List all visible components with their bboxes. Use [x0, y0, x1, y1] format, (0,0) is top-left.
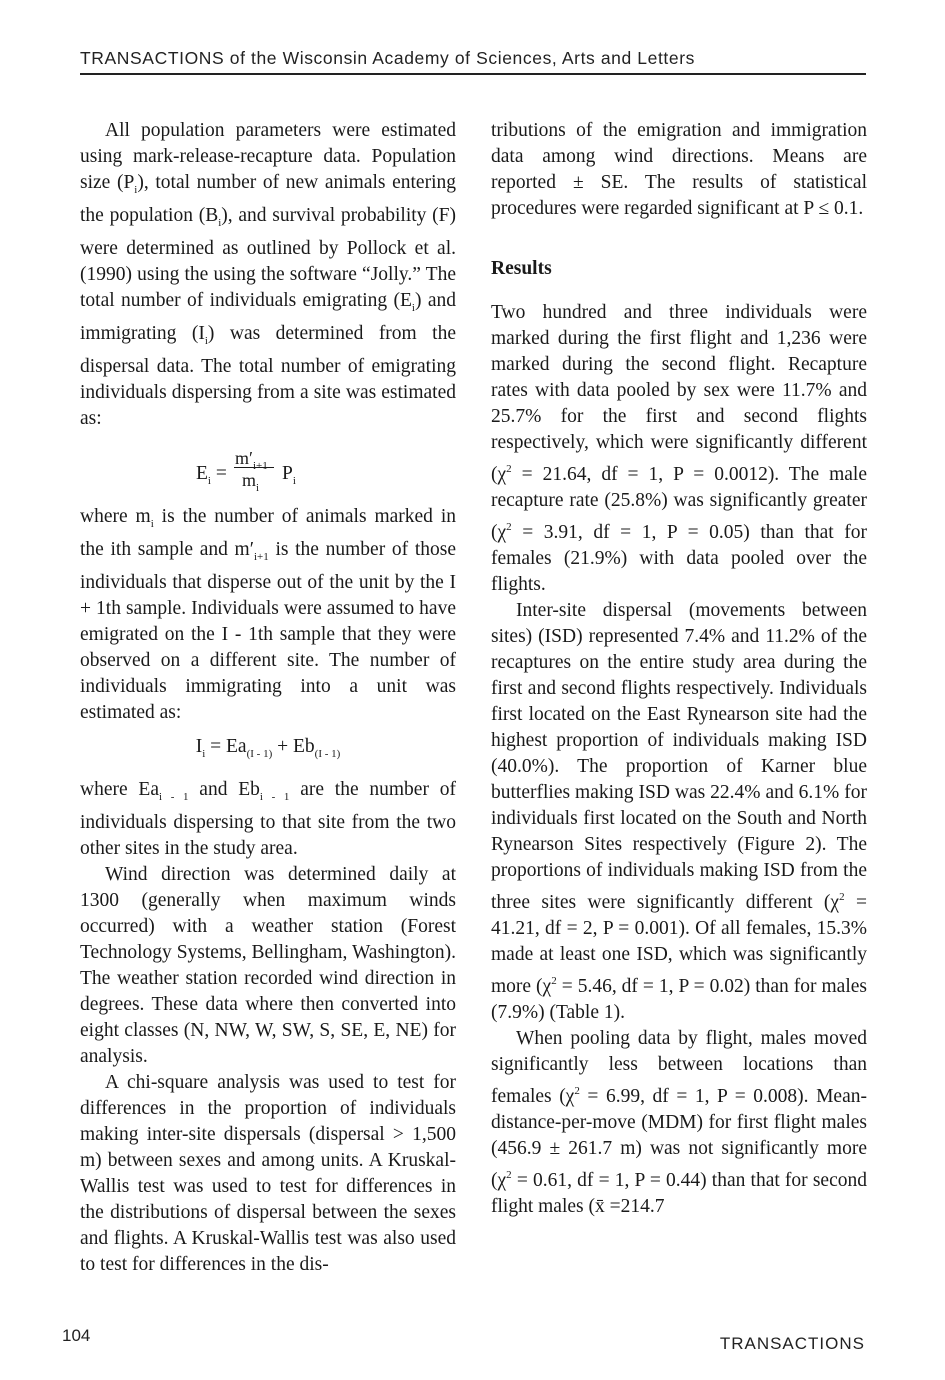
page-number: 104: [62, 1326, 91, 1345]
emigration-equation: $E_i$ = $m'_{i+1}$ $m_i$ $P_i$: [196, 448, 296, 494]
methods-paragraph-immigration: where $Ea_{i - 1}$ and $Eb_{i - 1}$ are the number of individuals dispersing to that site from the two other sites in the study area.: [80, 779, 456, 859]
right-column: [491, 118, 867, 1220]
left-column: [80, 118, 456, 1278]
running-header: TRANSACTIONS of the Wisconsin Academy of Sciences, Arts and Letters: [80, 48, 866, 75]
methods-paragraph-population: All population parameters were estimated using mark-release-recapture data. Population size $(P_i)$, total number of new animals entering the population $(B_i)$, and survival probability (F) were determined as outlined by Pollock et al. (1990) using the using the software “Jolly.” The total number of individuals emigrating $(E_i)$ and immigrating $(I_i)$ was determined from the dispersal data. The total number of emigrating individuals dispersing from a site was estimated as:: [80, 120, 457, 429]
methods-paragraph-statistics: A chi-square analysis was used to test for differences in the proportion of individuals making inter-site dispersals (dispersal > 1,500 m) between sexes and among units. A Kruskal-Wallis test was used to test for differences in the distributions of dispersal between the sexes and flights. A Kruskal-Wallis test was also used to test for differences in the dis-: [80, 1072, 456, 1275]
immigration-equation: $I_i = Ea_{(I - 1)} + Eb_{(I - 1)}$: [195, 736, 341, 760]
results-paragraph-recapture: Two hundred and three individuals were marked during the first flight and 1,236 were marked during the second flight. Recapture rates with data pooled by sex were 11.7% and 25.7% for the first and second flights respectively, which were significantly different ($\chi^2 = 21.64$, df = 1, P = 0.0012). The male recapture rate (25.8%) was significantly greater ($\chi^2 = 3.91$, df = 1, P = 0.05) than that for females (21.9%) with data pooled over the flights.: [491, 302, 867, 595]
methods-paragraph-definitions: where $m_i$ is the number of animals marked in the ith sample and $m'_{i+1}$ is the number of those individuals that disperse out of the unit by the I + 1th sample. Individuals were assumed to have emigrated on the I - 1th sample that they were observed on a different site. The number of individuals immigrating into a unit was estimated as:: [80, 506, 456, 723]
methods-paragraph-wind: Wind direction was determined daily at 1300 (generally when maximum winds occurred) with a weather station (Forest Technology Systems, Bellingham, Washington). The weather station recorded wind direction in degrees. These data where then converted into eight classes (N, NW, W, SW, S, SE, E, NE) for analysis.: [80, 864, 456, 1067]
methods-paragraph-continued: tributions of the emigration and immigration data among wind directions. Means are reported ± SE. The results of statistical procedures were regarded significant at P ≤ 0.1.: [491, 120, 867, 219]
results-heading: Results: [491, 258, 552, 279]
results-paragraph-movement: When pooling data by flight, males moved significantly less between locations than females ($\chi^2 = 6.99$, df = 1, P = 0.008). Mean-distance-per-move (MDM) for first flight males (456.9 ± 261.7 m) was not significantly more ($\chi^2 = 0.61$, df = 1, P = 0.44) than that for second flight males (x̄ =214.7: [491, 1028, 867, 1217]
footer-journal-name: TRANSACTIONS: [719, 1334, 865, 1353]
results-paragraph-dispersal: Inter-site dispersal (movements between sites) (ISD) represented 7.4% and 11.2% of the recaptures on the entire study area during the first and second flights respectively. Individuals first located on the East Rynearson site had the highest proportion of individuals making ISD (40.0%). The proportion of Karner blue butterflies making ISD was 22.4% and 6.1% for individuals first located on the South and North Rynearson Sites respectively (Figure 2). The proportions of individuals making ISD from the three sites were significantly different ($\chi^2 = 41.21$, df = 2, P = 0.001). Of all females, 15.3% made at least one ISD, which was significantly more ($\chi^2 = 5.46$, df = 1, P = 0.02) than for males (7.9%) (Table 1).: [491, 600, 868, 1023]
